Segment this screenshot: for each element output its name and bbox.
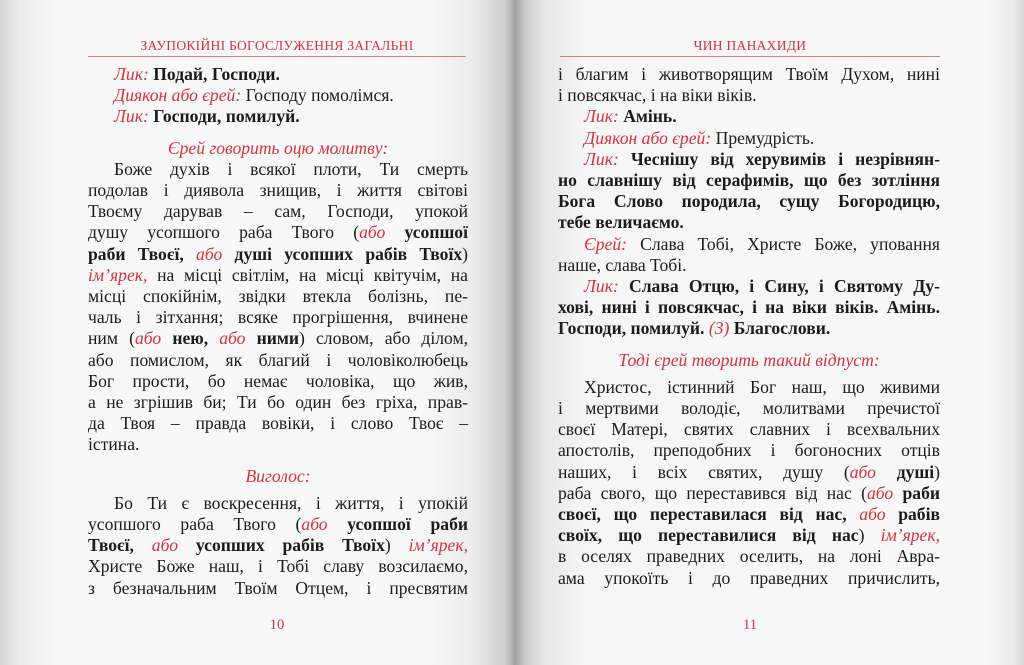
- exclamation-line: Бо Ти є воскресення, і життя, і упокій: [114, 492, 468, 513]
- rubric: Виголос:: [245, 465, 311, 486]
- response-line: [88, 106, 468, 127]
- dismissal-line: Христос, істинний Бог наш, що живими: [584, 376, 940, 397]
- left-header-rule: [88, 56, 466, 57]
- response-line: [88, 85, 468, 106]
- right-page: [514, 0, 1024, 665]
- response-line: Лик: Слава Отцю, і Сину, і Святому Ду-: [584, 276, 941, 297]
- rubric: Єрей говорить оцю молитву:: [167, 137, 389, 158]
- exclamation-line: усопшого раба Твого (або усопшої раби: [88, 514, 468, 535]
- dismissal-line: і мертвими володіє, молитвами пречистої: [558, 398, 940, 419]
- dismissal-line: раба свого, що переставився від нас (або раби: [558, 482, 940, 503]
- prayer-line: да Твоя – правда вовіки, і слово Твоє –: [88, 413, 468, 434]
- prayer-line: місці спокійнім, звідки втекла болізнь, пе-: [88, 286, 468, 307]
- prayer-line: Твоєму дарував – сам, Господи, упокой: [88, 201, 468, 222]
- prayer-line: душу усопшого раба Твого (або усопшої: [88, 222, 468, 243]
- prayer-line: ім’ярек, на місці світлім, на місці квітучім, на: [88, 264, 468, 285]
- right-page-number: 11: [743, 617, 757, 633]
- prayer-line: ним (або нею, або ними) словом, або ділом,: [88, 328, 468, 349]
- response-line: Диякон або єрей: Премудрість.: [584, 127, 815, 148]
- right-page-text: [558, 64, 940, 589]
- response-line: Єрей: Слава Тобі, Христе Боже, уповання: [584, 233, 940, 254]
- dismissal-line: ама упокоїть і до праведних причислить,: [558, 567, 940, 588]
- dismissal-line: своїх, що переставилися від нас) ім’ярек,: [558, 525, 940, 546]
- response-line: Бога Слово породила, сущу Богородицю,: [558, 191, 940, 212]
- response-line: хові, нині і повсякчас, і на віки віків. Амінь.: [558, 297, 940, 318]
- prayer-line: чаль і зітхання; всяке прогрішення, вчинене: [88, 307, 468, 328]
- prayer-line: і повсякчас, і на віки віків.: [558, 85, 757, 106]
- response-text: Господу помолімся.: [245, 85, 394, 106]
- response-line: но славнішу від серафимів, що без зотління: [558, 170, 940, 191]
- prayer-line: Боже духів і всякої плоти, Ти смерть: [114, 158, 468, 179]
- response-line: наше, слава Тобі.: [558, 254, 687, 275]
- response-line: [88, 64, 468, 85]
- response-text: Господи, помилуй.: [153, 106, 300, 127]
- rubric: Тоді єрей творить такий відпуст:: [618, 349, 880, 370]
- exclamation-line: Христе Боже наш, і Тобі славу возсилаємо,: [88, 556, 468, 577]
- role-label: Лик:: [114, 64, 149, 84]
- right-running-header: ЧИН ПАНАХИДИ: [693, 38, 807, 53]
- left-page-number: 10: [269, 617, 285, 633]
- prayer-line: і благим і животворящим Твоїм Духом, нині: [558, 64, 940, 84]
- left-running-header: ЗАУПОКІЙНІ БОГОСЛУЖЕННЯ ЗАГАЛЬНІ: [140, 38, 414, 53]
- dismissal-line: наших, і всіх святих, душу (або душі): [558, 461, 940, 482]
- left-page-text: [88, 64, 468, 599]
- response-line: Господи, помилуй. (3) Благослови.: [558, 318, 831, 339]
- exclamation-line: Твоєї, або усопших рабів Твоїх) ім’ярек,: [88, 535, 468, 556]
- role-label: Лик:: [114, 106, 149, 127]
- right-header-rule: [560, 56, 940, 57]
- prayer-line: істина.: [88, 434, 140, 455]
- dismissal-line: в оселях праведних оселить, на лоні Авра-: [558, 546, 940, 567]
- response-text: Подай, Господи.: [153, 64, 280, 84]
- prayer-line: раби Твоєї, або душі усопших рабів Твоїх): [88, 243, 468, 264]
- response-line: тебе величаємо.: [558, 212, 684, 233]
- prayer-line: а не згрішив би; Ти бо один без гріха, прав-: [88, 392, 468, 413]
- response-line: Лик: Чеснішу від херувимів і незрівнян-: [584, 148, 940, 169]
- exclamation-line: з безначальним Твоїм Отцем, і пресвятим: [88, 577, 468, 598]
- dismissal-line: апостолів, преподобних і богоносних отців: [558, 440, 940, 461]
- dismissal-line: своєї, що переставилася від нас, або рабів: [558, 504, 940, 525]
- prayer-line: подолав і диявола знищив, і життя світові: [88, 180, 468, 201]
- response-line: Лик: Амінь.: [584, 106, 677, 127]
- role-label: Диякон або єрей:: [114, 85, 242, 106]
- prayer-line: Бог прости, бо немає чоловіка, що жив,: [88, 370, 468, 391]
- prayer-line: або помислом, як благий і чоловіколюбець: [88, 349, 468, 370]
- dismissal-line: своєї Матері, святих славних і всехвальних: [558, 419, 940, 440]
